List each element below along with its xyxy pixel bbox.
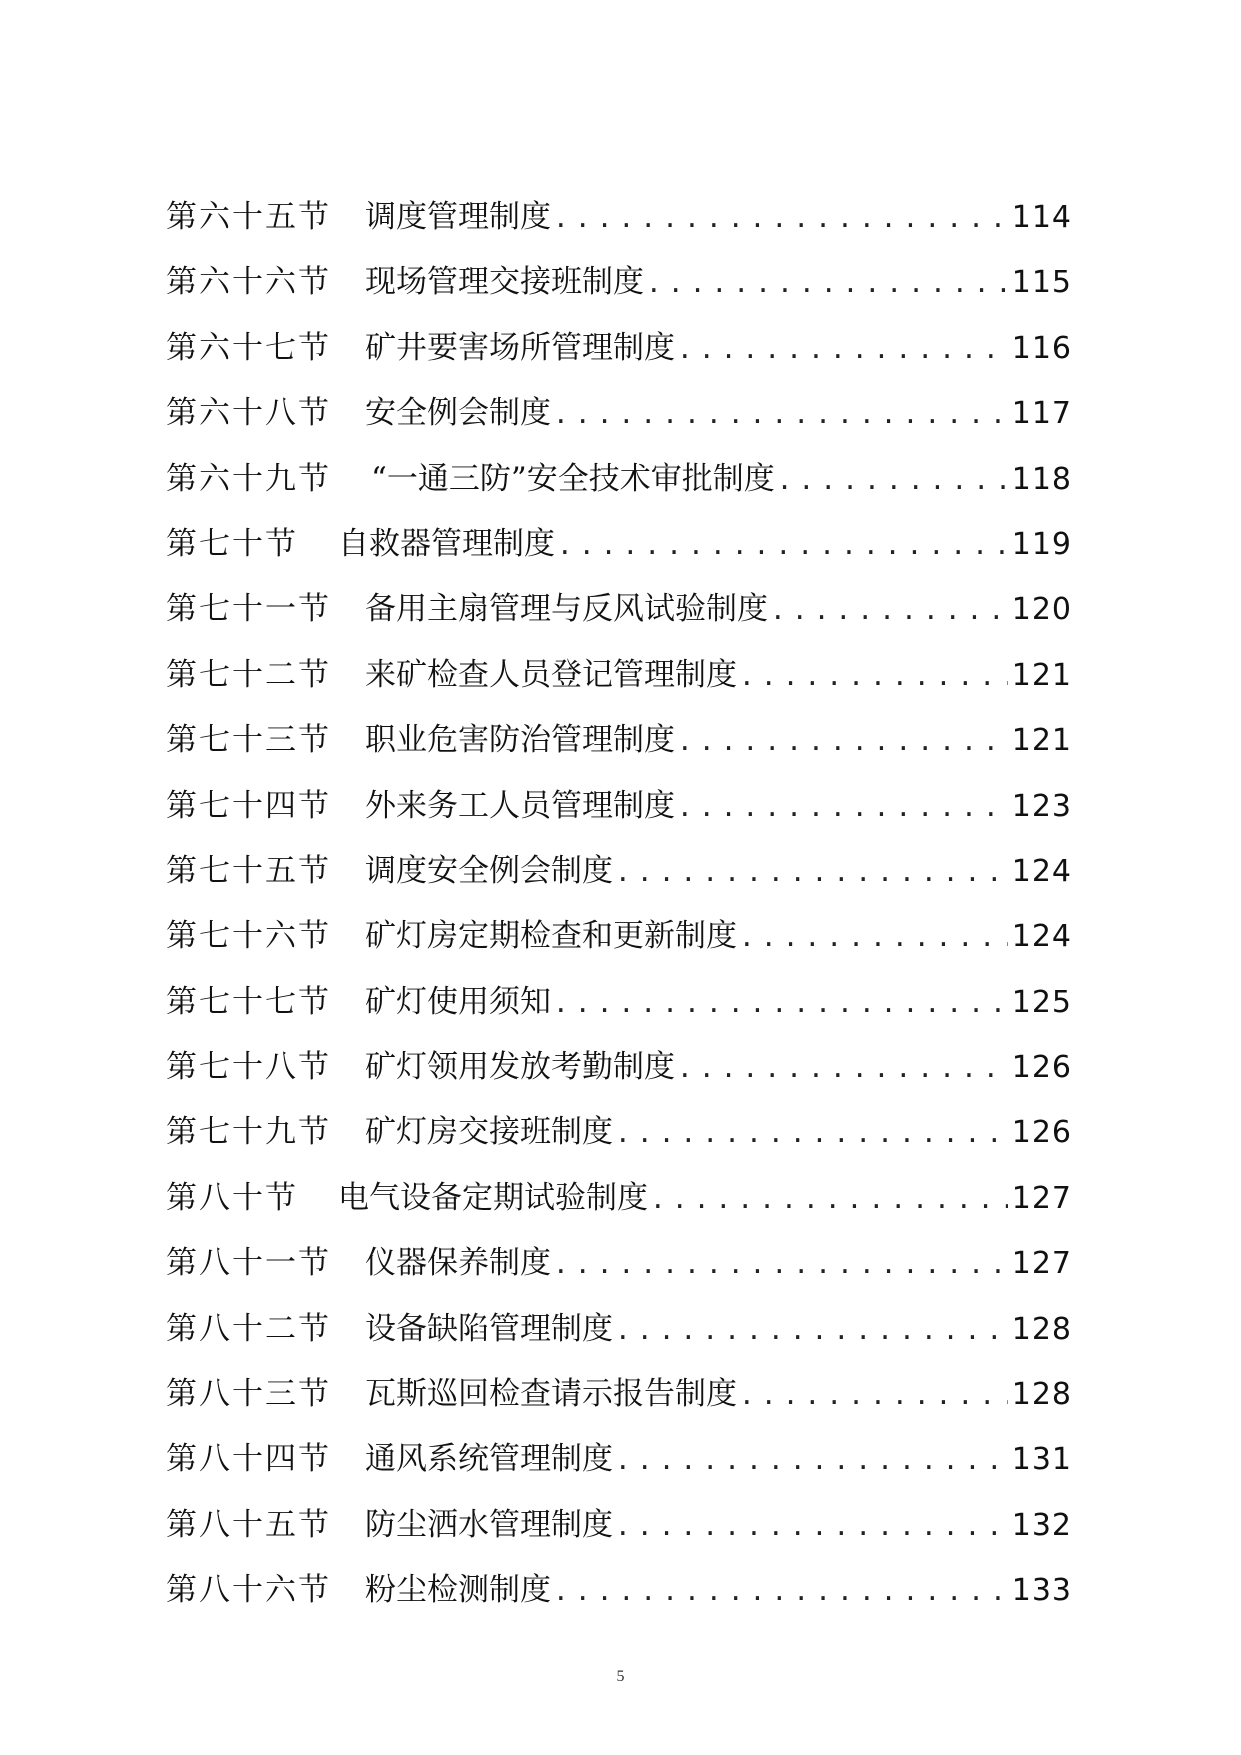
section-title: 设备缺陷管理制度 — [365, 1310, 613, 1347]
section-number: 第七十六节 — [166, 918, 331, 955]
section-number: 第六十八节 — [166, 395, 331, 432]
section-number: 第七十九节 — [166, 1114, 331, 1151]
page-number: 116 — [1011, 330, 1072, 366]
section-number: 第六十九节 — [166, 460, 331, 497]
section-title: 调度管理制度 — [365, 199, 551, 235]
page-number: 124 — [1011, 853, 1072, 889]
section-number: 第七十节 — [166, 525, 298, 562]
toc-entry[interactable] — [166, 983, 1072, 1052]
page-number: 120 — [1011, 592, 1072, 628]
section-number: 第八十二节 — [166, 1310, 331, 1347]
section-number: 第八十四节 — [166, 1441, 331, 1478]
toc-entry[interactable] — [166, 460, 1072, 529]
dot-leader — [615, 1318, 1008, 1344]
section-title: 安全例会制度 — [365, 395, 551, 432]
page-number: 128 — [1011, 1311, 1072, 1347]
section-number: 第八十一节 — [166, 1245, 331, 1282]
toc-entry[interactable] — [166, 329, 1072, 398]
toc-entry[interactable] — [166, 1114, 1072, 1182]
toc-entry[interactable] — [166, 722, 1072, 790]
toc-entry[interactable] — [166, 1245, 1072, 1313]
dot-leader — [677, 795, 1008, 821]
toc-entry[interactable] — [166, 199, 1072, 267]
page-number: 126 — [1011, 1050, 1072, 1086]
toc-entry[interactable] — [166, 1441, 1072, 1509]
dot-leader — [615, 1121, 1008, 1147]
section-number: 第六十七节 — [166, 329, 331, 366]
page-number: 124 — [1011, 919, 1072, 955]
section-title: “一通三防”安全技术审批制度 — [371, 460, 775, 497]
dot-leader — [677, 729, 1008, 755]
dot-leader — [770, 598, 1008, 624]
toc-entry[interactable] — [166, 1506, 1072, 1575]
dot-leader — [739, 1383, 1008, 1409]
page-number: 121 — [1011, 723, 1072, 759]
section-title: 外来务工人员管理制度 — [365, 787, 675, 824]
page-number: 114 — [1011, 200, 1072, 235]
toc-entry[interactable] — [166, 591, 1072, 659]
section-number: 第七十二节 — [166, 656, 331, 693]
section-number: 第六十五节 — [166, 199, 331, 235]
section-title: 矿井要害场所管理制度 — [365, 329, 675, 366]
toc-entry[interactable] — [166, 787, 1072, 856]
section-number: 第七十一节 — [166, 591, 331, 628]
page-number: 132 — [1011, 1507, 1072, 1543]
section-number: 第八十三节 — [166, 1376, 331, 1413]
dot-leader — [650, 1187, 1008, 1213]
dot-leader — [677, 1056, 1008, 1082]
footer-page-number: 5 — [616, 1668, 625, 1685]
dot-leader — [739, 925, 1008, 951]
section-title: 自救器管理制度 — [338, 525, 555, 562]
section-number: 第七十八节 — [166, 1049, 331, 1086]
dot-leader — [615, 1448, 1008, 1474]
page-number: 119 — [1011, 526, 1072, 562]
section-title: 现场管理交接班制度 — [365, 264, 644, 301]
page-number: 121 — [1011, 657, 1072, 693]
section-title: 备用主扇管理与反风试验制度 — [365, 591, 768, 628]
toc-entry[interactable] — [166, 1049, 1072, 1117]
toc-entry[interactable] — [166, 1376, 1072, 1444]
toc-entry[interactable] — [166, 1179, 1072, 1248]
section-number: 第六十六节 — [166, 264, 331, 301]
dot-leader — [553, 1252, 1008, 1278]
page-number: 123 — [1011, 788, 1072, 824]
dot-leader — [615, 1514, 1008, 1540]
page-number: 126 — [1011, 1115, 1072, 1151]
section-number: 第八十节 — [166, 1179, 298, 1216]
toc-entry[interactable] — [166, 918, 1072, 986]
toc-entry[interactable] — [166, 395, 1072, 463]
toc-entry[interactable] — [166, 852, 1072, 921]
dot-leader — [615, 860, 1008, 886]
dot-leader — [553, 991, 1008, 1017]
section-number: 第七十三节 — [166, 722, 331, 759]
page-number: 115 — [1011, 265, 1072, 301]
page-number: 128 — [1011, 1377, 1072, 1413]
section-title: 矿灯领用发放考勤制度 — [365, 1049, 675, 1086]
section-title: 瓦斯巡回检查请示报告制度 — [365, 1376, 737, 1413]
page-number: 127 — [1011, 1180, 1072, 1216]
section-number: 第七十七节 — [166, 983, 331, 1020]
section-number: 第八十五节 — [166, 1506, 331, 1543]
toc-entry[interactable] — [166, 1572, 1072, 1640]
dot-leader — [739, 664, 1008, 690]
page-number: 118 — [1011, 461, 1072, 497]
section-number: 第八十六节 — [166, 1572, 331, 1609]
page-number: 131 — [1011, 1442, 1072, 1478]
table-of-contents — [166, 199, 1072, 1641]
section-title: 来矿检查人员登记管理制度 — [365, 656, 737, 693]
dot-leader — [777, 468, 1008, 494]
toc-entry[interactable] — [166, 264, 1072, 332]
toc-entry[interactable] — [166, 1310, 1072, 1379]
dot-leader — [677, 337, 1008, 363]
section-title: 通风系统管理制度 — [365, 1441, 613, 1478]
dot-leader — [553, 402, 1008, 428]
page-number: 127 — [1011, 1246, 1072, 1282]
section-title: 调度安全例会制度 — [365, 852, 613, 889]
dot-leader — [553, 1579, 1008, 1605]
page-number: 133 — [1011, 1573, 1072, 1609]
section-title: 矿灯使用须知 — [365, 983, 551, 1020]
section-number: 第七十四节 — [166, 787, 331, 824]
dot-leader — [557, 533, 1008, 559]
section-title: 矿灯房交接班制度 — [365, 1114, 613, 1151]
section-title: 粉尘检测制度 — [365, 1572, 551, 1609]
section-title: 职业危害防治管理制度 — [365, 722, 675, 759]
section-number: 第七十五节 — [166, 852, 331, 889]
section-title: 防尘洒水管理制度 — [365, 1506, 613, 1543]
section-title: 矿灯房定期检查和更新制度 — [365, 918, 737, 955]
page-number: 117 — [1011, 396, 1072, 432]
toc-entry[interactable] — [166, 525, 1072, 594]
page-number: 125 — [1011, 984, 1072, 1020]
section-title: 仪器保养制度 — [365, 1245, 551, 1282]
dot-leader — [646, 271, 1008, 297]
section-title: 电气设备定期试验制度 — [338, 1179, 648, 1216]
toc-entry[interactable] — [166, 656, 1072, 725]
dot-leader — [553, 206, 1008, 232]
